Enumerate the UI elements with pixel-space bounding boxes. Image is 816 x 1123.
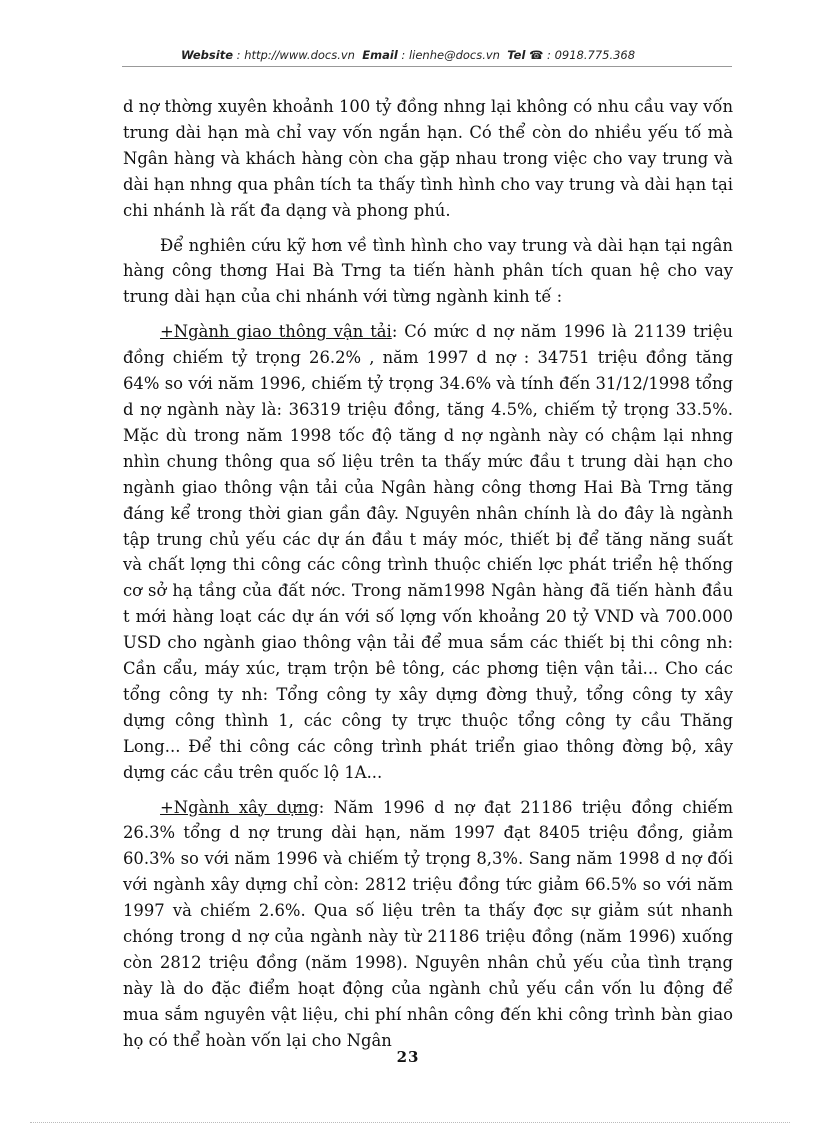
paragraph-construction: [123, 795, 733, 1054]
document-body: [123, 94, 733, 1063]
heading-transport-sector: +Ngành giao thông vận tải: [160, 322, 392, 342]
paragraph-1: d nợ thờng xuyên khoảnh 100 tỷ đồng nhng lại không có nhu cầu vay vốn trung dài hạn mà chỉ vay vốn ngắn hạn. Có thể còn do nhiều yếu tố mà Ngân hàng và khách hàng còn cha gặp nhau trong việc cho vay trung và dài hạn nhng qua phân tích ta thấy tình hình cho vay trung và dài hạn tại chi nhánh là rất đa dạng và phong phú.: [123, 97, 733, 220]
paragraph-transport: [123, 319, 733, 785]
paragraph-transport-text: : Có mức d nợ năm 1996 là 21139 triệu đồng chiếm tỷ trọng 26.2% , năm 1997 d nợ : 34751 triệu đồng tăng 64% so với năm 1996, chiếm tỷ trọng 34.6% và tính đến 31/12/1998 tổng d nợ ngành này là: 36319 triệu đồng, tăng 4.5%, chiếm tỷ trọng 33.5%. Mặc dù trong năm 1998 tốc độ tăng d nợ ngành này có chậm lại nhng nhìn chung thông qua số liệu trên ta thấy mức đầu t trung dài hạn cho ngành giao thông vận tải của Ngân hàng công thơng Hai Bà Trng tăng đáng kể trong thời gian gần đây. Nguyên nhân chính là do đây là ngành tập trung chủ yếu các dự án đầu t máy móc, thiết bị để tăng năng suất và chất lợng thi công các công trình thuộc chiến lợc phát triển hệ thống cơ sở hạ tầng của đất nớc. Trong năm1998 Ngân hàng đã tiến hành đầu t mới hàng loạt các dự án với số lợng vốn khoảng 20 tỷ VND và 700.000 USD cho ngành giao thông vận tải để mua sắm các thiết bị thi công nh: Cần cẩu, máy xúc, trạm trộn bê tông, các phơng tiện vận tải... Cho các tổng công ty nh: Tổng công ty xây dựng đờng thuỷ, tổng công ty xây dựng công thình 1, các công ty trực thuộc tổng công ty cầu Thăng Long... Để thi công các công trình phát triển giao thông đờng bộ, xây dựng các cầu trên quốc lộ 1A...: [123, 322, 733, 782]
page-number: 23: [396, 1048, 420, 1066]
email-value[interactable]: : lienhe@docs.vn: [401, 48, 500, 62]
website-label: Website: [180, 48, 234, 62]
tel-label: Tel: [507, 48, 526, 62]
paragraph-construction-text: : Năm 1996 d nợ đạt 21186 triệu đồng chiếm 26.3% tổng d nợ trung dài hạn, năm 1997 đạt 8405 triệu đồng, giảm 60.3% so với năm 1996 và chiếm tỷ trọng 8,3%. Sang năm 1998 d nợ đối với ngành xây dựng chỉ còn: 2812 triệu đồng tức giảm 66.5% so với năm 1997 và chiếm 2.6%. Qua số liệu trên ta thấy đợc sự giảm sút nhanh chóng trong d nợ của ngành này từ 21186 triệu đồng (năm 1996) xuống còn 2812 triệu đồng (năm 1998). Nguyên nhân chủ yếu của tình trạng này là do đặc điểm hoạt động của ngành chủ yếu cần vốn lu động để mua sắm nguyên vật liệu, chi phí nhân công đến khi công trình bàn giao họ có thể hoàn vốn lại cho Ngân: [123, 797, 733, 1050]
email-label: Email: [362, 48, 398, 62]
header-divider: [122, 66, 732, 67]
phone-icon: ☎: [529, 48, 544, 62]
heading-construction-sector: +Ngành xây dựng: [160, 797, 319, 817]
website-value[interactable]: : http://www.docs.vn: [236, 48, 355, 62]
tel-value: : 0918.775.368: [547, 48, 636, 62]
paragraph-2: Để nghiên cứu kỹ hơn về tình hình cho vay trung và dài hạn tại ngân hàng công thơng Hai Bà Trng ta tiến hành phân tích quan hệ cho vay trung dài hạn của chi nhánh với từng ngành kinh tế :: [123, 235, 733, 307]
page-header: [0, 48, 816, 62]
